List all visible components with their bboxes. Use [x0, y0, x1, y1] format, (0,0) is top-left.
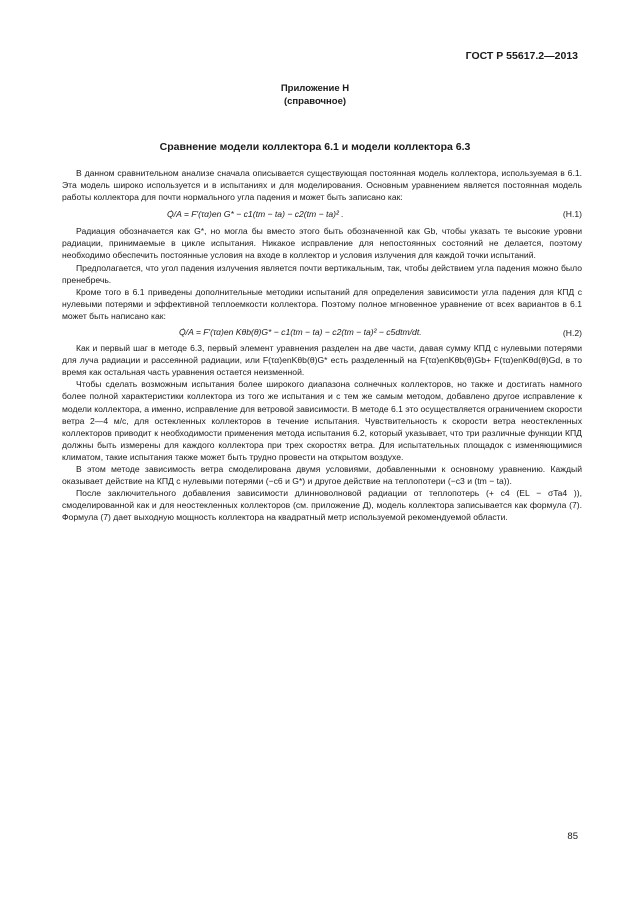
equation-number: (H.2): [562, 328, 582, 339]
paragraph: Предполагается, что угол падения излучения является почти вертикальным, так, чтобы действием угла падения можно было пренебречь.: [62, 262, 582, 285]
annex-title: Приложение Н: [280, 83, 350, 94]
paragraph: Чтобы сделать возможным испытания более широкого диапазона солнечных коллекторов, но также и достигать намного более полной характеристики коллектора из того же испытания и с тем же самым методом, добавлено другое исправление к модели коллектора, а именно, исправление для ветровой зависимости. В методе 6.1 это осуществляется ограничением скорости ветра 2—4 м/с, для остекленных коллекторов в течение испытания. Чувствительность к скорости ветра неостекленных коллекторов приводит к необходимости применения метода испытания 6.2, который указывает, что три различные функции КПД должны быть измерены для каждого коллектора при трех скоростях ветра. Для испытательных площадок с изменяющимися климатом, такие испытания также может быть трудно провести на открытом воздухе.: [62, 379, 582, 462]
page-number: 85: [567, 831, 578, 842]
equation-h2: [62, 322, 582, 342]
equation-number: (H.1): [562, 209, 582, 220]
equation-formula: Q̇/A = F′(τα)en Kθb(θ)G* − c1(tm − ta) − c2(tm − ta)² − c5dtm/dt.: [179, 327, 422, 338]
document-body: [62, 167, 582, 523]
paragraph: В данном сравнительном анализе сначала описывается существующая постоянная модель коллектора, используемая в 6.1. Эта модель широко используется и в испытаниях и для моделирования. Основным уравнением является постоянная модель работы коллектора для почти нормального угла падения и может быть записано как:: [62, 168, 582, 203]
equation-h1: [62, 203, 582, 225]
paragraph: Кроме того в 6.1 приведены дополнительные методики испытаний для определения зависимости угла падения для КПД с нулевыми потерями и эффективной теплоемкости коллектора. Поэтому полное мгновенное уравнение от всех вариантов в 6.1 может быть написано как:: [62, 286, 582, 321]
paragraph: После заключительного добавления зависимости длинноволновой радиации от теплопотерь (+ c4 (EL − σTa4 )), смоделированной как и для неостекленных коллекторов (см. приложение Д), модель коллектора записывается как формула (7). Формула (7) дает выходную мощность коллектора на квадратный метр используемой рекомендуемой области.: [62, 488, 582, 523]
annex-subtitle: (справочное): [283, 96, 347, 107]
standard-number: ГОСТ Р 55617.2—2013: [465, 50, 578, 62]
paragraph: Радиация обозначается как G*, но могла бы вместо этого быть обозначенной как Gb, чтобы указать те высокие уровни радиации, принимаемые в цикле испытания. Никакое исправление для непостоянных состояний не делается, поэтому необходимо обеспечить постоянные условия на входе в коллектор и условия излучения для каждой точки испытаний.: [62, 226, 582, 261]
annex-heading: [0, 82, 630, 108]
paragraph: Как и первый шаг в методе 6.3, первый элемент уравнения разделен на две части, давая сумму КПД с нулевыми потерями для луча радиации и рассеянной радиации, или F(τα)enKθb(θ)G* есть разделенный на F(τα)enKθb(θ)Gb+ F(τα)enKθd(θ)Gd, в то время как остальная часть уравнения остается неизменной.: [62, 343, 582, 378]
paragraph: В этом методе зависимость ветра смоделирована двумя условиями, добавленными к основному уравнению. Каждый оказывает действие на КПД с нулевыми потерями (−c6 и G*) и другое действие на теплопотери (−c3 и (tm − ta)).: [62, 463, 582, 487]
equation-formula: Q̇/A = F′(τα)en G* − c1(tm − ta) − c2(tm − ta)² .: [167, 209, 344, 220]
section-title: Сравнение модели коллектора 6.1 и модели коллектора 6.3: [159, 141, 471, 153]
